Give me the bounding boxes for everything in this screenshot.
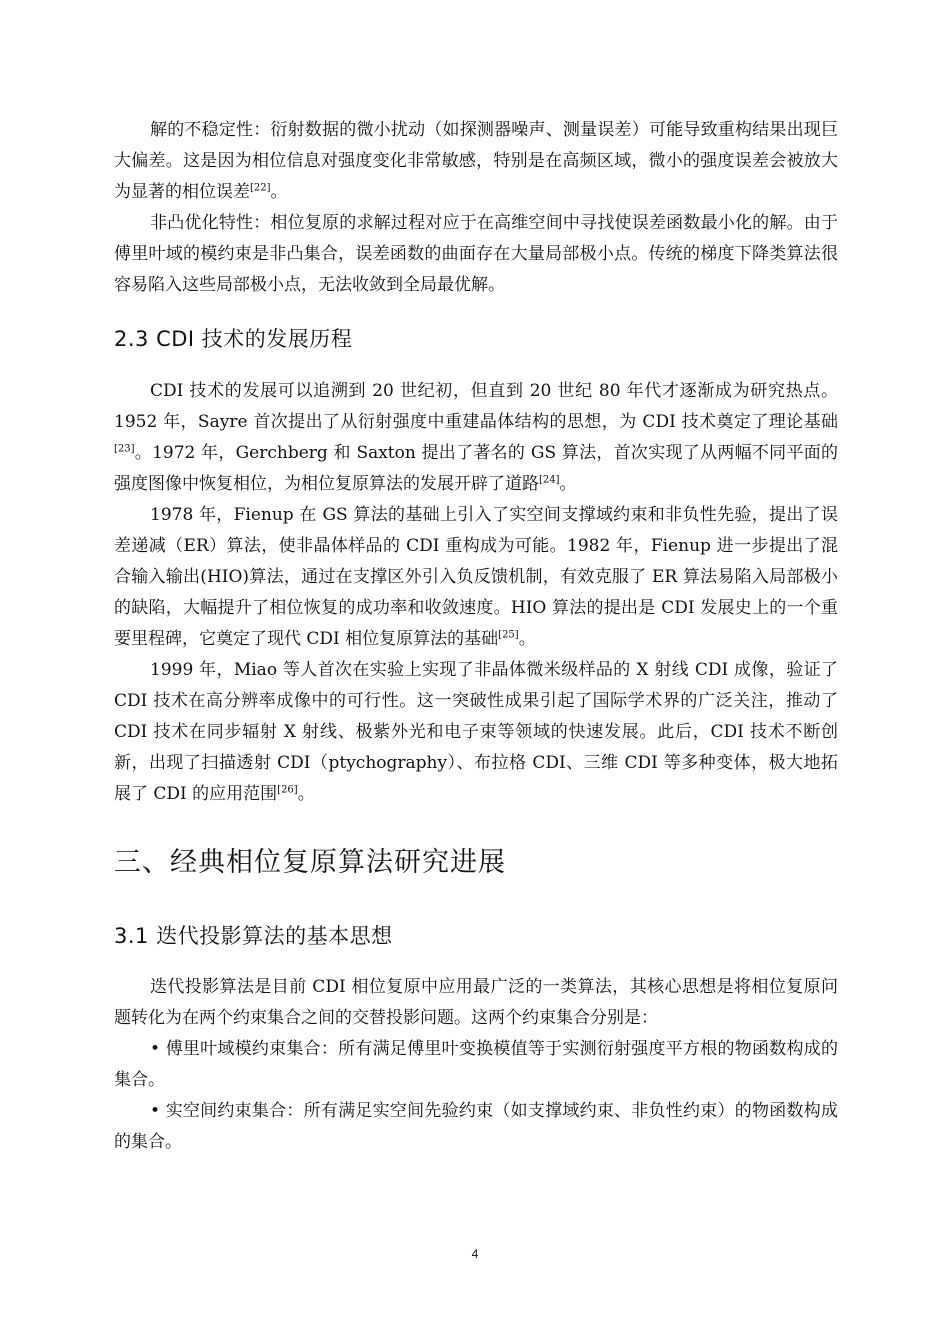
paragraph-nonconvex: 非凸优化特性：相位复原的求解过程对应于在高维空间中寻找使误差函数最小化的解。由于傅里叶域的模约束是非凸集合，误差函数的曲面存在大量局部极小点。传统的梯度下降类算法很容易陷入这些局部极小点，无法收敛到全局最优解。 (114, 213, 838, 295)
paragraph-text: 。 (270, 182, 288, 202)
chapter-heading-3: 三、经典相位复原算法研究进展 (114, 847, 506, 878)
bullet-icon: • (150, 1101, 161, 1121)
paragraph-text: 。 (559, 474, 577, 494)
paragraph-miao (114, 655, 838, 810)
citation-ref: [24] (539, 474, 560, 486)
citation-ref: [22] (250, 182, 271, 194)
citation-ref: [26] (277, 784, 298, 796)
section-heading-2-3: 2.3 CDI 技术的发展历程 (114, 327, 353, 351)
paragraph-text: 。 (297, 784, 315, 804)
page-number: 4 (471, 1247, 479, 1261)
citation-ref: [25] (498, 629, 519, 641)
paragraph-text: 1978 年，Fienup 在 GS 算法的基础上引入了实空间支撑域约束和非负性先验，提出了误差递减（ER）算法，使非晶体样品的 CDI 重构成为可能。1982 年，Fienup 进一步提出了混合输入输出(HIO)算法，通过在支撑区外引入负反馈机制，有效克服了 ER 算法易陷入局部极小的缺陷，大幅提升了相位恢复的成功率和收敛速度。HIO 算法的提出是 CDI 发展史上的一个重要里程碑，它奠定了现代 CDI 相位复原算法的基础 (114, 505, 838, 649)
section-heading-3-1: 3.1 迭代投影算法的基本思想 (114, 924, 393, 948)
bullet-item-real-space-constraint (114, 1096, 838, 1158)
paragraph-text: 解的不稳定性：衍射数据的微小扰动（如探测器噪声、测量误差）可能导致重构结果出现巨大偏差。这是因为相位信息对强度变化非常敏感，特别是在高频区域，微小的强度误差会被放大为显著的相位误差 (114, 120, 838, 202)
bullet-text: 傅里叶域模约束集合：所有满足傅里叶变换模值等于实测衍射强度平方根的物函数构成的集合。 (114, 1039, 839, 1090)
paragraph-instability (114, 115, 838, 208)
bullet-item-fourier-constraint (114, 1034, 838, 1096)
paragraph-fienup (114, 500, 838, 655)
paragraph-text: CDI 技术的发展可以追溯到 20 世纪初，但直到 20 世纪 80 年代才逐渐成为研究热点。1952 年，Sayre 首次提出了从衍射强度中重建晶体结构的思想，为 CDI 技术奠定了理论基础 (114, 381, 838, 432)
bullet-icon: • (150, 1039, 161, 1059)
paragraph-text: 。1972 年，Gerchberg 和 Saxton 提出了著名的 GS 算法，首次实现了从两幅不同平面的强度图像中恢复相位，为相位复原算法的发展开辟了道路 (114, 443, 838, 494)
paragraph-cdi-history (114, 376, 838, 500)
paragraph-text: 。 (518, 629, 536, 649)
paragraph-iterative-projection: 迭代投影算法是目前 CDI 相位复原中应用最广泛的一类算法，其核心思想是将相位复原问题转化为在两个约束集合之间的交替投影问题。这两个约束集合分别是： (114, 977, 838, 1028)
bullet-text: 实空间约束集合：所有满足实空间先验约束（如支撑域约束、非负性约束）的物函数构成的集合。 (114, 1101, 839, 1152)
citation-ref: [23] (114, 443, 135, 455)
paragraph-text: 1999 年，Miao 等人首次在实验上实现了非晶体微米级样品的 X 射线 CDI 成像，验证了 CDI 技术在高分辨率成像中的可行性。这一突破性成果引起了国际学术界的广泛关注，推动了 CDI 技术在同步辐射 X 射线、极紫外光和电子束等领域的快速发展。此后，CDI 技术不断创新，出现了扫描透射 CDI（ptychography）、布拉格 CDI、三维 CDI 等多种变体，极大地拓展了 CDI 的应用范围 (114, 660, 838, 804)
